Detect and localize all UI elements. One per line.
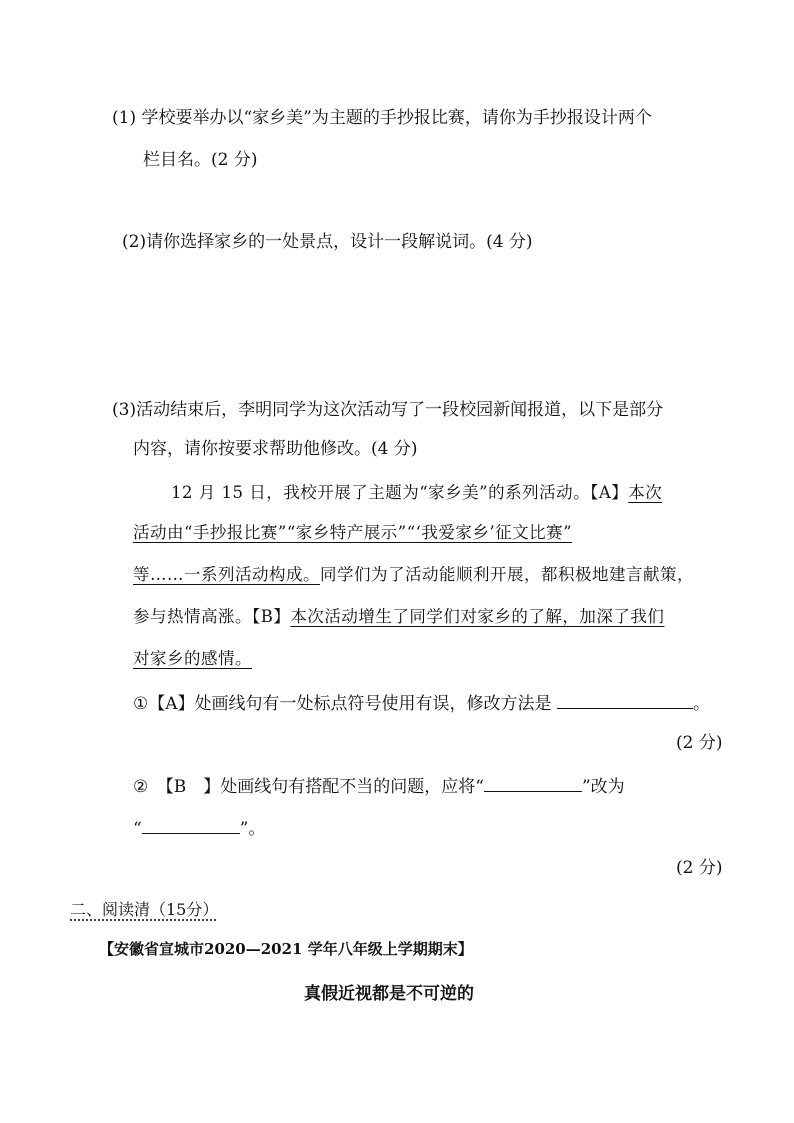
passage-text: 参与热情高涨。【B】 bbox=[133, 607, 291, 626]
sub2-text: ”。 bbox=[239, 819, 266, 839]
q3-line1: (3)活动结束后，李明同学为这次活动写了一段校园新闻报道，以下是部分 bbox=[112, 400, 664, 420]
source-label: 【安徽省宣城市2020—2021 学年八年级上学期期末】 bbox=[99, 940, 473, 958]
passage-text: 12 月 15 日，我校开展了主题为“家乡美”的系列活动。【A】 bbox=[171, 483, 629, 502]
sub1-line bbox=[133, 690, 710, 715]
sub1-text: ①【A】处画线句有一处标点符号使用有误，修改方法是 bbox=[133, 694, 552, 714]
q2-line1: (2)请你选择家乡的一处景点，设计一段解说词。(4 分) bbox=[122, 232, 533, 252]
sub2-line2 bbox=[133, 815, 265, 840]
underlined-sentence-a: 活动由“手抄报比赛”“家乡特产展示”“‘我爱家乡’征文比赛” bbox=[133, 523, 573, 542]
underlined-sentence-b: 对家乡的感情。 bbox=[133, 649, 252, 668]
sub1-end: 。 bbox=[692, 694, 710, 714]
passage-line3 bbox=[133, 564, 694, 586]
section-heading: 二、阅读清（15分） bbox=[70, 900, 219, 919]
answer-blank-1[interactable] bbox=[557, 690, 693, 709]
sub2-score: (2 分) bbox=[676, 858, 723, 878]
underlined-sentence-b: 本次活动增生了同学们对家乡的了解，加深了我们 bbox=[290, 607, 665, 626]
answer-blank-3[interactable] bbox=[142, 815, 240, 834]
answer-blank-2[interactable] bbox=[484, 773, 582, 792]
passage-line2 bbox=[133, 522, 572, 544]
passage-text: 同学们为了活动能顺利开展，都积极地建言献策， bbox=[320, 565, 694, 584]
article-title: 真假近视都是不可逆的 bbox=[304, 984, 474, 1004]
underlined-sentence-a: 等……一系列活动构成。 bbox=[133, 565, 320, 584]
passage-line1 bbox=[171, 482, 662, 504]
q1-line2: 栏目名。(2 分) bbox=[143, 150, 258, 170]
q1-line1: (1) 学校要举办以“家乡美”为主题的手抄报比赛，请你为手抄报设计两个 bbox=[112, 108, 652, 128]
q3-line2: 内容，请你按要求帮助他修改。(4 分) bbox=[133, 439, 418, 459]
sub2-line1 bbox=[133, 773, 625, 798]
sub2-text: ② 【B 】处画线句有搭配不当的问题，应将“ bbox=[133, 777, 484, 797]
passage-line4 bbox=[133, 606, 664, 628]
sub2-text: “ bbox=[133, 819, 142, 839]
underlined-sentence-a: 本次 bbox=[628, 483, 663, 502]
sub2-text: ”改为 bbox=[581, 777, 625, 797]
sub1-score: (2 分) bbox=[676, 733, 723, 753]
passage-line5 bbox=[133, 648, 252, 670]
